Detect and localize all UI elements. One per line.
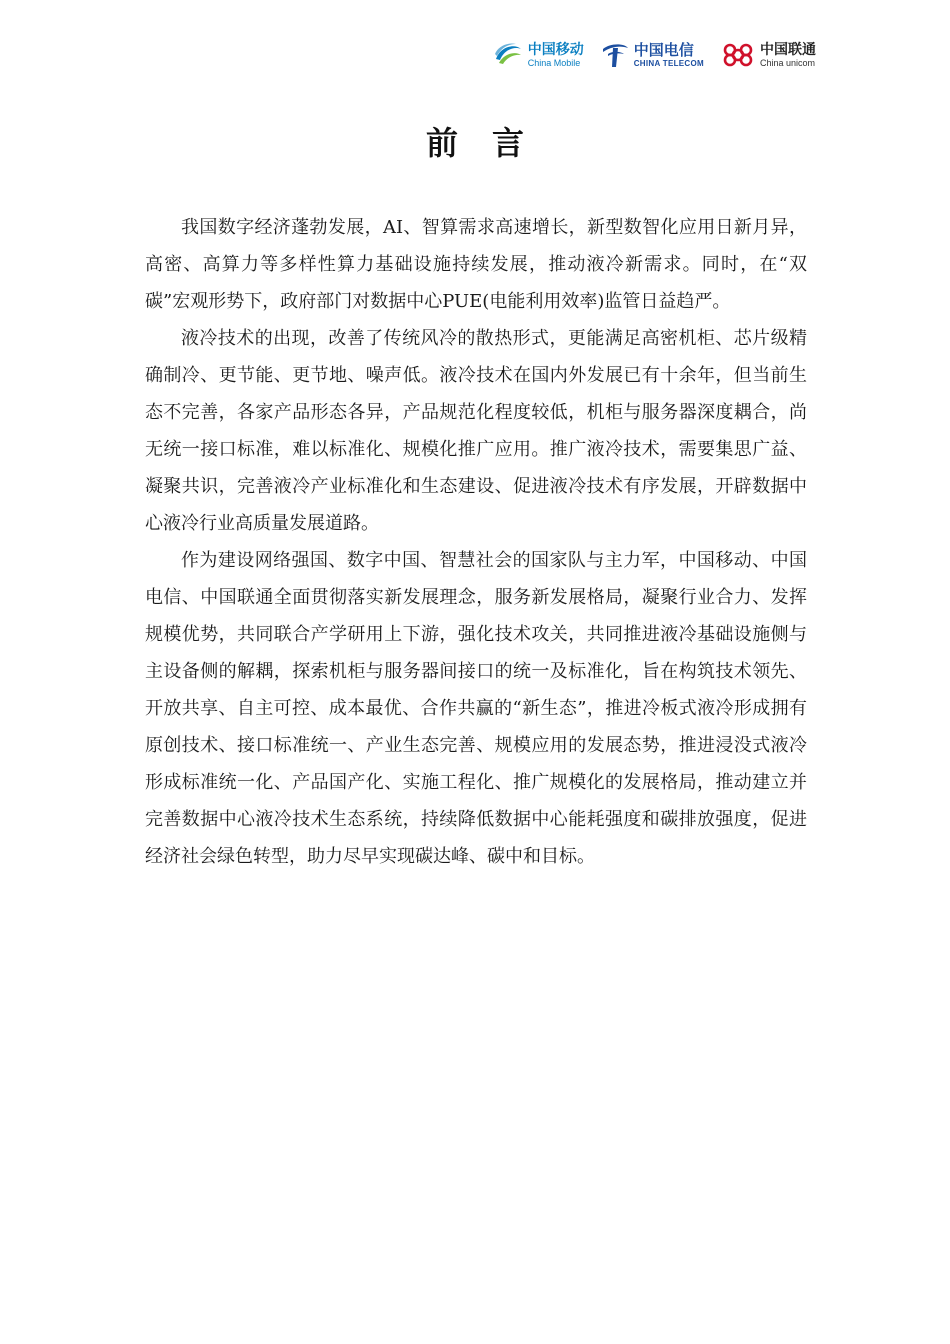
- china-unicom-name-en: China unicom: [760, 57, 816, 68]
- paragraph: 我国数字经济蓬勃发展，AI、智算需求高速增长，新型数智化应用日新月异，高密、高算力等多样性算力基础设施持续发展，推动液冷新需求。同时，在“双碳”宏观形势下，政府部门对数据中心PUE(电能利用效率)监管日益趋严。: [145, 217, 807, 312]
- china-unicom-logo: [720, 41, 816, 69]
- header-logos: [492, 40, 816, 70]
- china-mobile-name-cn: 中国移动: [527, 41, 584, 58]
- china-mobile-icon: [492, 41, 524, 69]
- china-telecom-logo: [600, 40, 704, 70]
- china-telecom-name-cn: 中国电信: [633, 40, 694, 59]
- paragraph: 液冷技术的出现，改善了传统风冷的散热形式，更能满足高密机柜、芯片级精确制冷、更节能、更节地、噪声低。液冷技术在国内外发展已有十余年，但当前生态不完善，各家产品形态各异，产品规范化程度较低，机柜与服务器深度耦合，尚无统一接口标准，难以标准化、规模化推广应用。推广液冷技术，需要集思广益、凝聚共识，完善液冷产业标准化和生态建设、促进液冷技术有序发展，开辟数据中心液冷行业高质量发展道路。: [145, 328, 807, 534]
- china-mobile-name-en: China Mobile: [527, 57, 581, 68]
- china-mobile-logo: [492, 41, 584, 69]
- china-telecom-icon: [600, 40, 630, 70]
- china-unicom-knot-icon: [720, 41, 756, 69]
- page-title: 前言: [425, 124, 558, 162]
- preface-body: [145, 209, 807, 875]
- paragraph: 作为建设网络强国、数字中国、智慧社会的国家队与主力军，中国移动、中国电信、中国联通全面贯彻落实新发展理念，服务新发展格局，凝聚行业合力、发挥规模优势，共同联合产学研用上下游，强化技术攻关，共同推进液冷基础设施侧与主设备侧的解耦，探索机柜与服务器间接口的统一及标准化，旨在构筑技术领先、开放共享、自主可控、成本最优、合作共赢的“新生态”，推进冷板式液冷形成拥有原创技术、接口标准统一、产业生态完善、规模应用的发展态势，推进浸没式液冷形成标准统一化、产品国产化、实施工程化、推广规模化的发展格局，推动建立并完善数据中心液冷技术生态系统，持续降低数据中心能耗强度和碳排放强度，促进经济社会绿色转型，助力尽早实现碳达峰、碳中和目标。: [145, 550, 807, 867]
- china-unicom-name-cn: 中国联通: [760, 41, 816, 58]
- china-telecom-name-en: CHINA TELECOM: [633, 58, 704, 68]
